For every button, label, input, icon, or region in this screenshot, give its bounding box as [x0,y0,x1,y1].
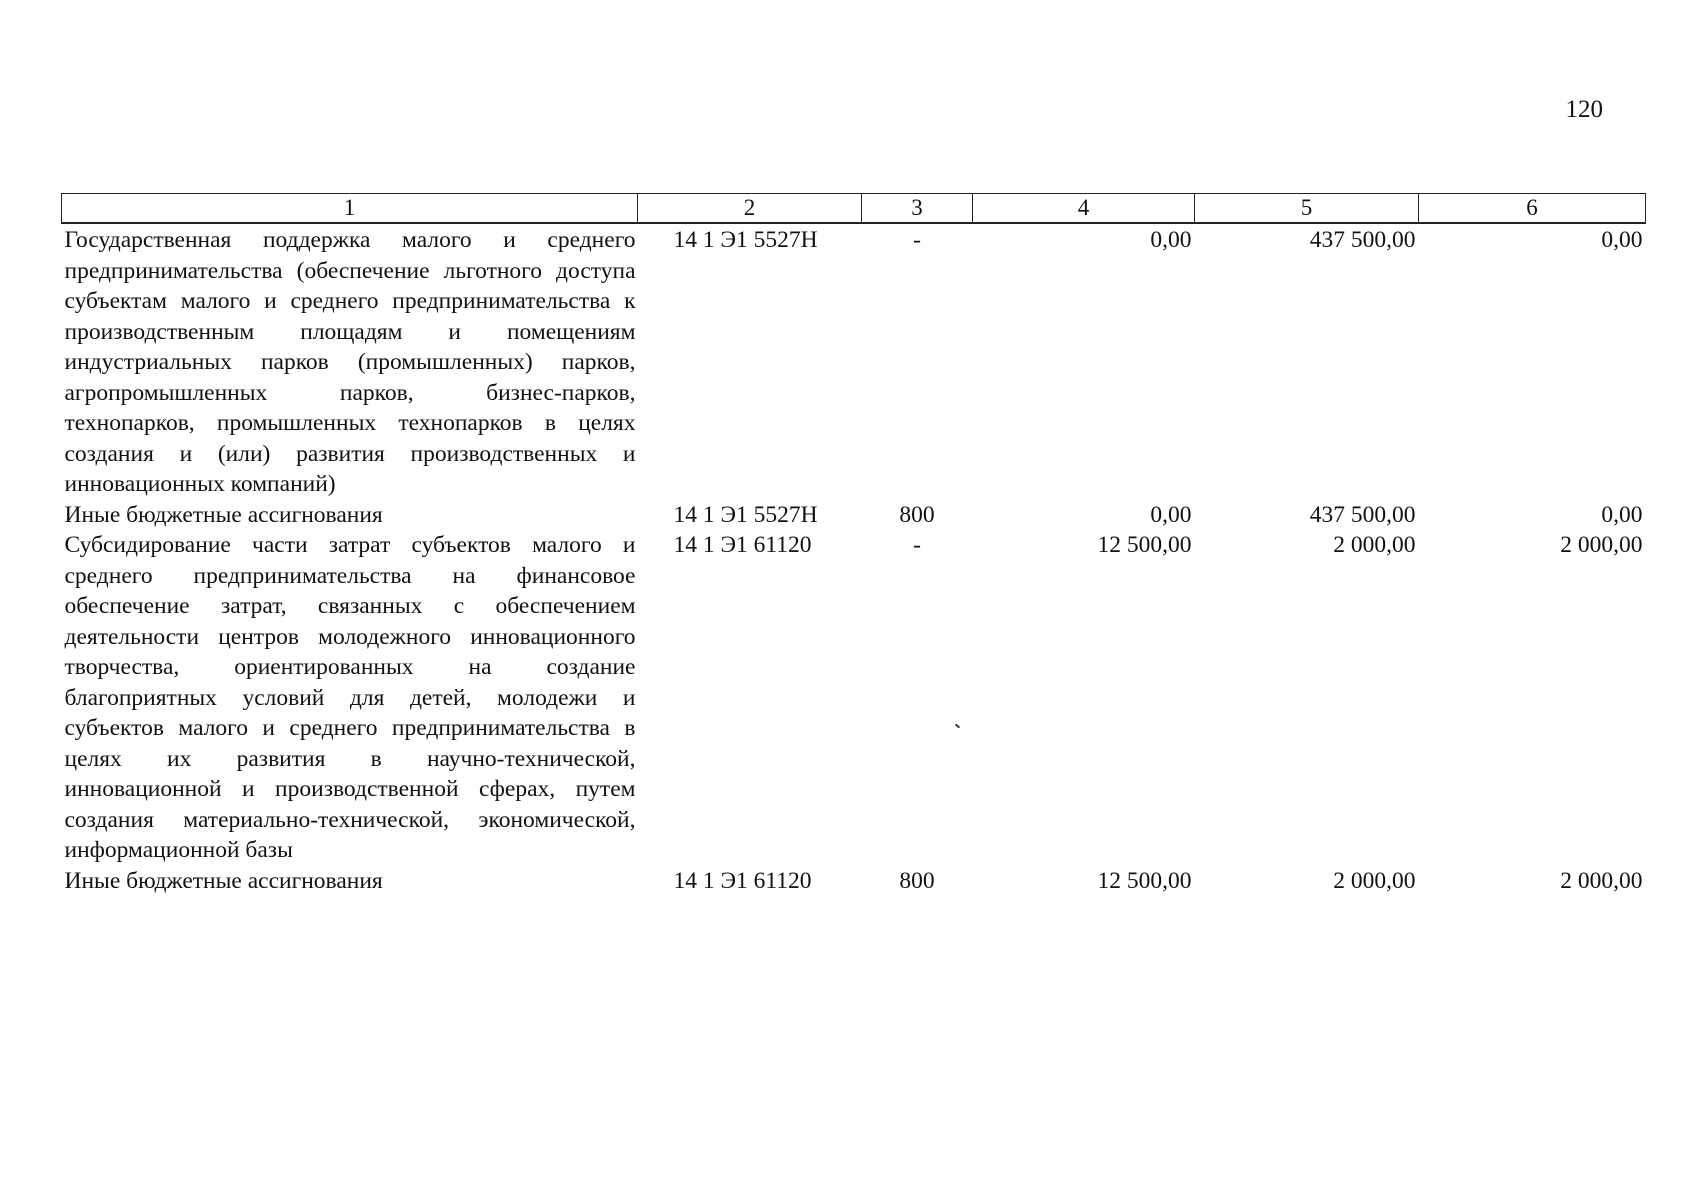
row-expense-type: 800 [899,501,935,528]
table-row [62,500,1646,531]
page-number: 120 [1565,96,1603,123]
table-header-row [62,194,1646,224]
table-row [62,530,1646,866]
table-row [62,223,1646,500]
budget-table [61,193,1646,896]
column-header-5: 5 [1195,194,1419,224]
row-value-4: 0,00 [1150,501,1192,528]
row-value-5: 2 000,00 [1333,867,1416,894]
row-value-6: 0,00 [1601,501,1643,528]
row-value-4: 0,00 [1150,227,1192,253]
row-value-6: 2 000,00 [1560,532,1643,558]
row-code: 14 1 Э1 61120 [673,867,812,894]
row-name: Государственная поддержка малого и среднего предпринимательства (обеспечение льготного доступа субъектам малого и среднего предпринимательства к производственным площадям и помещениям индустриальных парков (промышленных) парков, агропромышленных парков, бизнес-парков, технопарков, промышленных технопарков в целях создания и (или) развития производственных и инновационных компаний) [64,227,636,497]
column-header-1: 1 [62,194,638,224]
row-expense-type: - [913,227,921,253]
table-row [62,866,1646,897]
row-name: Субсидирование части затрат субъектов малого и среднего предпринимательства на финансовое обеспечение затрат, связанных с обеспечением деятельности центров молодежного инновационного творчества, ориентированных на создание благоприятных условий для детей, молодежи и субъектов малого и среднего предпринимательства в целях их развития в научно-технической, инновационной и производственной сферах, путем создания материально-технической, экономической, информационной базы [64,532,636,863]
row-expense-type: - [913,532,921,558]
row-name: Иные бюджетные ассигнования [64,501,383,528]
row-value-5: 2 000,00 [1333,532,1416,558]
row-value-4: 12 500,00 [1097,867,1192,894]
row-value-5: 437 500,00 [1309,227,1416,253]
row-name: Иные бюджетные ассигнования [64,867,383,894]
row-code: 14 1 Э1 5527Н [673,501,818,528]
row-value-4: 12 500,00 [1097,532,1192,558]
row-value-6: 0,00 [1601,227,1643,253]
row-value-5: 437 500,00 [1309,501,1416,528]
row-expense-type: 800 [899,867,935,894]
row-code: 14 1 Э1 61120 [673,532,812,558]
column-header-3: 3 [862,194,973,224]
row-value-6: 2 000,00 [1560,867,1643,894]
column-header-2: 2 [638,194,862,224]
column-header-4: 4 [973,194,1195,224]
column-header-6: 6 [1419,194,1646,224]
row-code: 14 1 Э1 5527Н [673,227,818,253]
